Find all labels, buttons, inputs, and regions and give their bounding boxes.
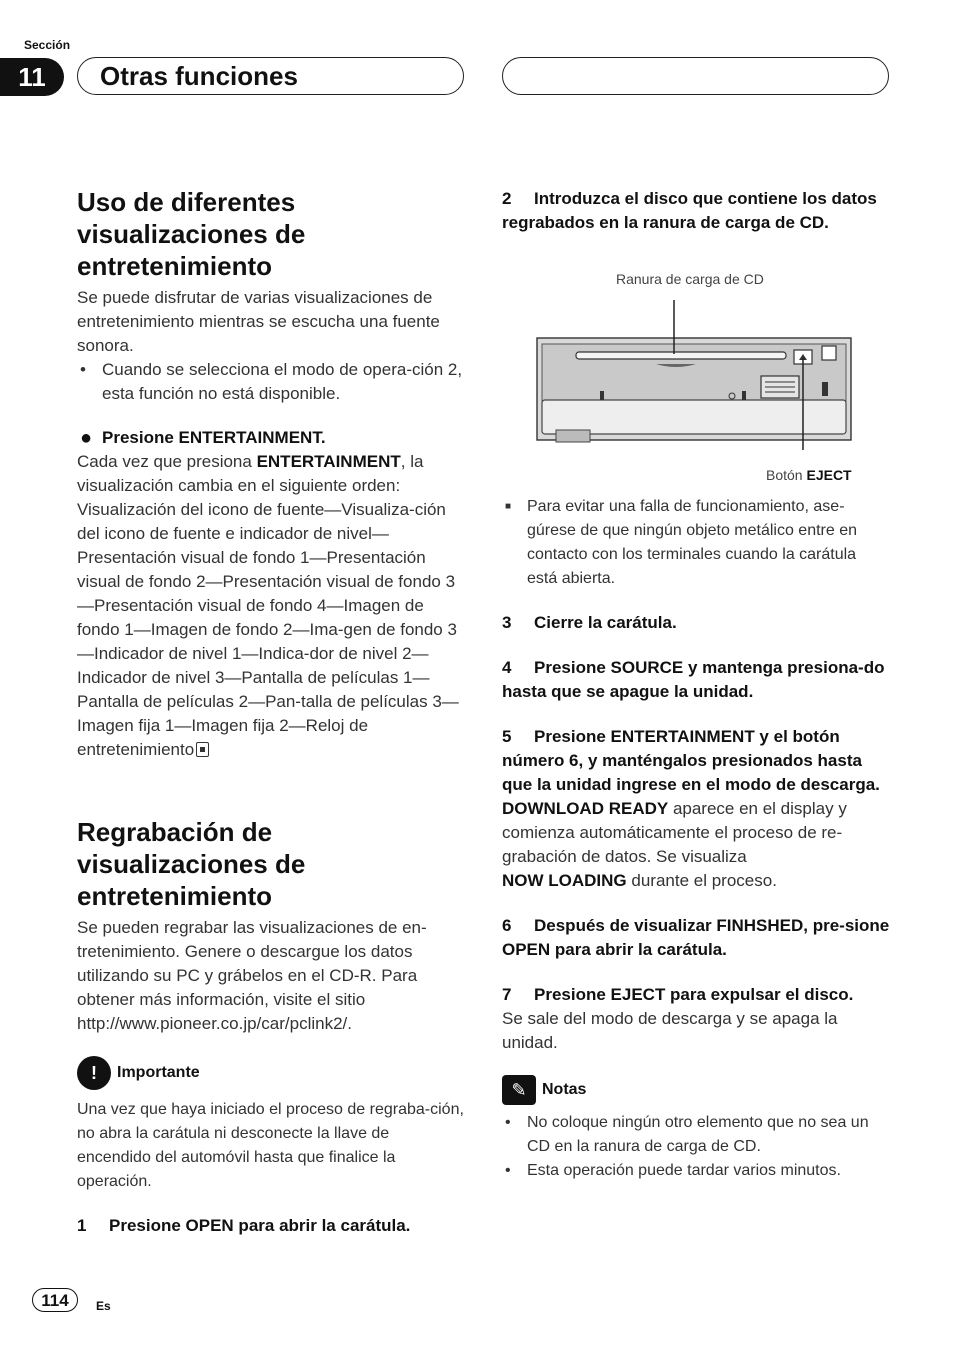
notes-header: ✎ Notas <box>502 1075 890 1105</box>
diagram-label-cd-slot: Ranura de carga de CD <box>616 271 764 287</box>
display-order-text: Cada vez que presiona ENTERTAINMENT, la visualización cambia en el siguiente orden: Visualización del icono de fuente—Visualiza-ción del icono de fuente e indicador de nivel—Presentación visual de fondo 1—Presentación visual de fondo 2—Presentación visual de fondo 3—Presentación visual de fondo 4—Imagen de fondo 1—Imagen de fondo 2—Ima-gen de fondo 3—Indicador de nivel 1—Indica-dor de nivel 2—Indicador de nivel 3—Pantalla de películas 1—Pantalla de películas 2—Pan-talla de películas 3—Imagen fija 1—Imagen fija 2—Reloj de entretenimiento <box>77 452 459 759</box>
diagram-label-eject: Botón EJECT <box>766 467 852 483</box>
notes-icon: ✎ <box>502 1075 536 1105</box>
list-item: • Esta operación puede tardar varios minutos. <box>505 1162 841 1179</box>
right-steps <box>502 611 890 1183</box>
right-column-lower <box>502 495 890 591</box>
left-column <box>77 186 465 1238</box>
section-intro-regrabacion: Se pueden regrabar las visualizaciones de en-tretenimiento. Genere o descargue los datos utilizando su PC y grábelos en el CD-R. Para obtener más información, visite el sitio http://www.pioneer.co.jp/car/pclink2/. <box>77 918 427 1033</box>
head-unit-diagram <box>530 290 860 450</box>
section-heading-regrabacion: Regrabación de visualizaciones de entretenimiento <box>77 817 306 911</box>
notes-list <box>502 1111 890 1183</box>
caution-note: ■ Para evitar una falla de funcionamiento, ase-gúrese de que ningún objeto metálico entre en contacto con los terminales cuando la carátula está abierta. <box>505 498 858 587</box>
step-5-text: DOWNLOAD READY aparece en el display y comienza automáticamente el proceso de re-grabación de datos. Se visualiza NOW LOADING durante el proceso. <box>502 799 847 890</box>
list-item: • No coloque ningún otro elemento que no sea un CD en la ranura de carga de CD. <box>505 1114 869 1155</box>
language-code: Es <box>96 1299 111 1313</box>
important-text: Una vez que haya iniciado el proceso de regraba-ción, no abra la carátula ni desconecte la llave de encendido del automóvil hasta que finalice la operación. <box>77 1101 464 1190</box>
step-6: 6 Después de visualizar FINHSHED, pre-sione OPEN para abrir la carátula. <box>502 916 890 959</box>
important-header: ! Importante <box>77 1056 465 1090</box>
action-step: ● Presione ENTERTAINMENT. <box>80 427 326 449</box>
step-7-text: Se sale del modo de descarga y se apaga la unidad. <box>502 1009 838 1052</box>
important-icon: ! <box>77 1056 111 1090</box>
section-heading-uso: Uso de diferentes visualizaciones de entretenimiento <box>77 187 306 281</box>
step-5: 5 Presione ENTERTAINMENT y el botón número 6, y manténgalos presionados hasta que la unidad ingrese en el modo de descarga. <box>502 727 880 794</box>
step-1: 1 Presione OPEN para abrir la carátula. <box>77 1216 411 1235</box>
section-intro-uso: Se puede disfrutar de varias visualizaciones de entretenimiento mientras se escucha una fuente sonora. <box>77 288 440 355</box>
step-4: 4 Presione SOURCE y mantenga presiona-do hasta que se apague la unidad. <box>502 658 885 701</box>
section-number-badge: 11 <box>0 58 64 96</box>
step-3: 3 Cierre la carátula. <box>502 613 677 632</box>
page-number: 114 <box>32 1288 78 1312</box>
end-mark-icon <box>196 742 209 757</box>
step-7: 7 Presione EJECT para expulsar el disco. <box>502 985 854 1004</box>
list-item: • Cuando se selecciona el modo de opera-ción 2, esta función no está disponible. <box>80 360 463 403</box>
step-2: 2 Introduzca el disco que contiene los datos regrabados en la ranura de carga de CD. <box>502 189 877 232</box>
section-label: Sección <box>24 38 71 52</box>
page-title: Otras funciones <box>100 61 298 91</box>
header-blank-frame <box>502 57 889 95</box>
right-column <box>502 187 890 235</box>
